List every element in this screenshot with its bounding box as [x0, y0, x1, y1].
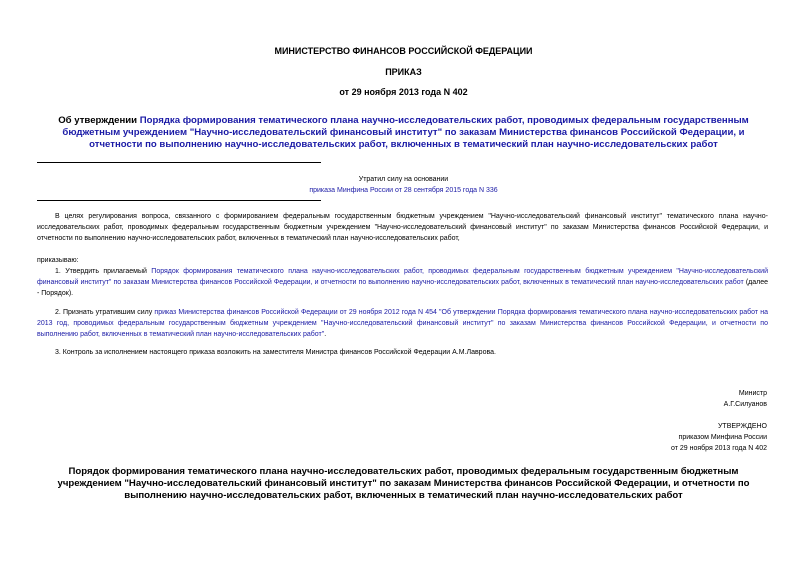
revocation-link-line [0, 187, 807, 194]
ministry-heading: МИНИСТЕРСТВО ФИНАНСОВ РОССИЙСКОЙ ФЕДЕРАЦИИ [274, 46, 533, 56]
order-word: приказываю: [37, 257, 79, 264]
item-3-paragraph: 3. Контроль за исполнением настоящего приказа возложить на заместителя Министра финансов Российской Федерации А.М.Лаврова. [55, 349, 496, 356]
revocation-note: Утратил силу на основании [358, 176, 449, 183]
procedure-title: Порядок формирования тематического плана научно-исследовательских работ, проводимых федеральным государственным бюджетным учреждением "Научно-исследовательский финансовый институт" по заказам Министерства финансов Российской Федерации, и отчетности по выполнению научно-исследовательских работ, включенных в тематический план научно-исследовательских работ [57, 466, 750, 501]
item-2-paragraph [37, 307, 768, 340]
approval-line-3: от 29 ноября 2013 года N 402 [671, 445, 767, 452]
approval-line-2: приказом Минфина России [678, 434, 767, 441]
item-2-link[interactable]: приказ Министерства финансов Российской Федерации от 29 ноября 2012 года N 454 "Об утверждении Порядка формирования тематического плана научно-исследовательских работ на 2013 год, проводимых федеральным государственным бюджетным учреждением "Научно-исследовательский финансовый институт" по заказам Министерства финансов Российской Федерации, и отчетности по выполнению работ, включенных в тематический план научно-исследовательских работ" [37, 309, 768, 338]
preamble-paragraph: В целях регулирования вопроса, связанного с формированием федеральным государственным бюджетным учреждением "Научно-исследовательский финансовый институт" тематического плана научно-исследовательских работ, проводимых федеральным государственным бюджетным учреждением "Научно-исследовательский финансовый институт" по заказам Министерства финансов Российской Федерации, и отчетности по выполнению научно-исследовательских работ, включенных в тематический план научно-исследовательских работ, [37, 213, 768, 242]
item-2-suffix: . [324, 331, 327, 338]
approval-block [671, 421, 767, 454]
divider-top [37, 162, 321, 163]
item-1-paragraph [37, 266, 768, 299]
signature-block [724, 388, 767, 410]
order-title-link[interactable]: Порядка формирования тематического плана научно-исследовательских работ, проводимых федеральным государственным бюджетным учреждением "Научно-исследовательский финансовый институт" по заказам Министерства финансов Российской Федерации, и отчетности по выполнению научно-исследовательских работ, включенных в тематический план научно-исследовательских работ [62, 115, 749, 150]
divider-bottom [37, 200, 321, 201]
signature-name: А.Г.Силуанов [723, 401, 767, 408]
approval-line-1: УТВЕРЖДЕНО [717, 423, 767, 430]
item-1-prefix: 1. Утвердить прилагаемый [55, 268, 152, 275]
order-title [40, 115, 767, 151]
revocation-link[interactable]: приказа Минфина России от 28 сентября 2015 года N 336 [309, 187, 498, 194]
item-2-prefix: 2. Признать утратившим силу [55, 309, 155, 316]
order-title-prefix: Об утверждении [58, 115, 140, 126]
doc-type-heading: ПРИКАЗ [385, 67, 422, 77]
doc-date-number: от 29 ноября 2013 года N 402 [339, 87, 468, 97]
item-1-suffix: (далее - Порядок). [37, 279, 768, 297]
item-1-link[interactable]: Порядок формирования тематического плана научно-исследовательских работ, проводимых федеральным государственным бюджетным учреждением "Научно-исследовательский финансовый институт" по заказам Министерства финансов Российской Федерации, и отчетности по выполнению научно-исследовательских работ, включенных в тематический план научно-исследовательских работ [37, 268, 768, 286]
signature-position: Министр [738, 390, 767, 397]
